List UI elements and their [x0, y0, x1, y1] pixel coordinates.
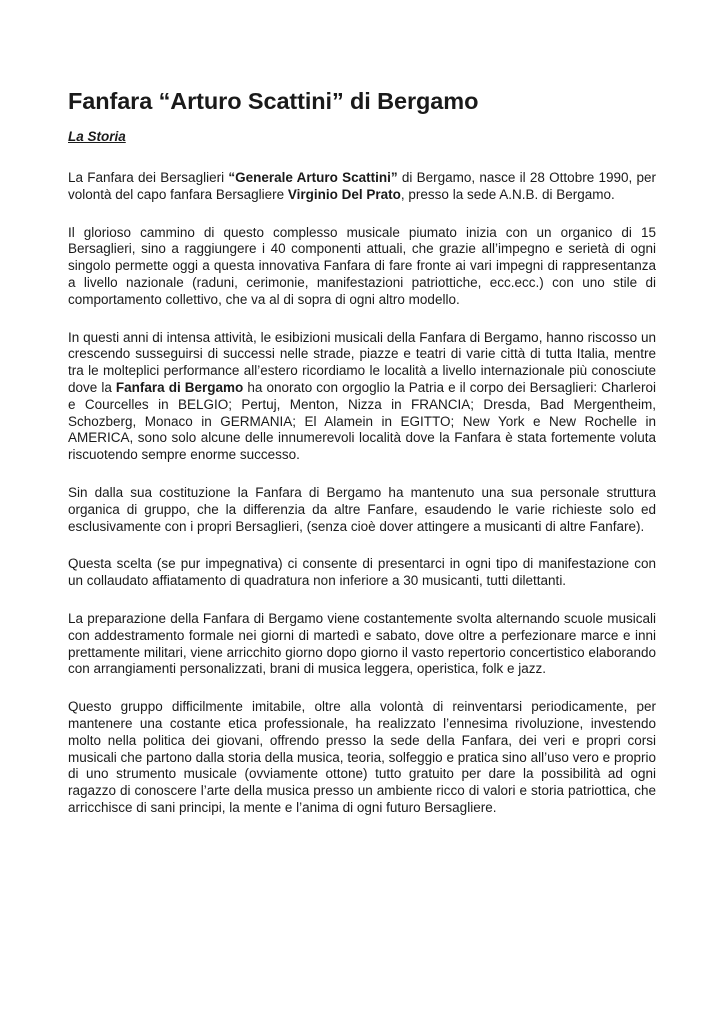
paragraph-1-text-c: di Bergamo, nasce il 28 Ottobre 1990, per volontà del capo fanfara Bersagliere: [68, 170, 656, 202]
paragraph-6: La preparazione della Fanfara di Bergamo viene costantemente svolta alternando scuole musicali con addestramento formale nei giorni di martedì e sabato, dove oltre a perfezionare marce e inni prettamente militari, viene arricchito giorno dopo giorno il vasto repertorio concertistico elaborando con arrangiamenti personalizzati, brani di musica leggera, operistica, folk e jazz.: [68, 610, 656, 677]
document-title: Fanfara “Arturo Scattini” di Bergamo: [68, 88, 479, 114]
paragraph-1-bold-founder: Virginio Del Prato: [287, 186, 401, 202]
paragraph-7: Questo gruppo difficilmente imitabile, oltre alla volontà di reinventarsi periodicamente, per mantenere una costante etica professionale, ha realizzato l’ennesima rivoluzione, investendo molto nella politica dei giovani, offrendo presso la sede della Fanfara, dei veri e propri corsi musicali che partono dalla storia della musica, teoria, solfeggio e pratica sino all’uso vero e proprio di uno strumento musicale (ovviamente ottone) tutto gratuito per dare la possibilità ad ogni ragazzo di conoscere l’arte della musica presso un ambiente ricco di valori e storia patriottica, che arricchisce di sani principi, la mente e l’anima di ogni futuro Bersagliere.: [68, 699, 656, 815]
paragraph-1-text-a: La Fanfara dei Bersaglieri: [68, 170, 229, 185]
paragraph-3-text-a: In questi anni di intensa attività, le esibizioni musicali della Fanfara di Bergamo, hanno riscosso un crescendo susseguirsi di successi nelle strade, piazze e teatri di varie città di tutta Italia, mentre tra le molteplici performance all’estero ricordiamo le località a livello internazionale più conosciute dove la: [68, 329, 656, 395]
paragraph-4: Sin dalla sua costituzione la Fanfara di Bergamo ha mantenuto una sua personale struttura organica di gruppo, che la differenzia da altre Fanfare, esaudendo le varie richieste solo ed esclusivamente con i propri Bersaglieri, (senza cioè dover attingere a musicanti di altre Fanfare).: [68, 484, 656, 534]
paragraph-1: [68, 170, 656, 204]
paragraph-3-text-c: ha onorato con orgoglio la Patria e il corpo dei Bersaglieri: Charleroi e Courcelles in BELGIO; Pertuj, Menton, Nizza in FRANCIA; Dresda, Bad Mergentheim, Schozberg, Monaco in GERMANIA; El Alamein in EGITTO; New York e New Rochelle in AMERICA, sono solo alcune delle innumerevoli località dove la Fanfara è stata fortemente voluta riscuotendo sempre enorme successo.: [68, 379, 656, 463]
paragraph-1-bold-name: “Generale Arturo Scattini”: [228, 170, 398, 185]
paragraph-3-bold-fanfara: Fanfara di Bergamo: [115, 379, 244, 395]
paragraph-3: [68, 330, 656, 464]
document-body: [68, 170, 656, 817]
paragraph-5: Questa scelta (se pur impegnativa) ci consente di presentarci in ogni tipo di manifestazione con un collaudato affiatamento di quadratura non inferiore a 30 musicanti, tutti dilettanti.: [68, 556, 656, 589]
section-subtitle: La Storia: [68, 129, 126, 144]
paragraph-1-text-e: , presso la sede A.N.B. di Bergamo.: [400, 186, 615, 202]
paragraph-2: Il glorioso cammino di questo complesso musicale piumato inizia con un organico di 15 Bersaglieri, sino a raggiungere i 40 componenti attuali, che grazie all’impegno e serietà di ogni singolo permette oggi a questa innovativa Fanfara di fare fronte ai vari impegni di rappresentanza a livello nazionale (raduni, cerimonie, manifestazioni patriottiche, ecc.ecc.) con uno stile di comportamento collettivo, che va al di sopra di ogni altro modello.: [68, 224, 656, 307]
document-page: [68, 86, 656, 838]
